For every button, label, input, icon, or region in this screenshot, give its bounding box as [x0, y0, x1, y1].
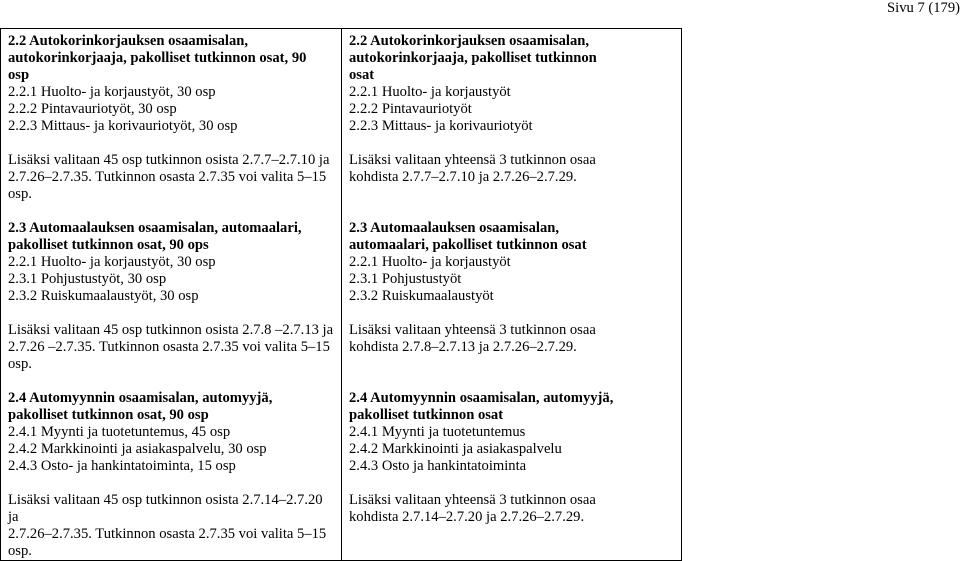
note-line: Lisäksi valitaan 45 osp tutkinnon osista 2.7.14–2.7.20 ja: [8, 492, 323, 525]
list-item: 2.2.1 Huolto- ja korjaustyöt: [349, 254, 511, 270]
left-column: [1, 29, 342, 561]
heading-line: osp: [8, 67, 30, 83]
heading-line: pakolliset tutkinnon osat: [349, 407, 504, 423]
heading-line: 2.4 Automyynnin osaamisalan, automyyjä,: [349, 390, 614, 406]
section-2-3-old: [8, 220, 334, 373]
section-2-2-old: [8, 33, 334, 203]
note-line: Lisäksi valitaan yhteensä 3 tutkinnon osaa: [349, 492, 596, 508]
section-2-2-new: [349, 33, 674, 186]
heading-line: osat: [349, 67, 375, 83]
note-line: Lisäksi valitaan yhteensä 3 tutkinnon osaa: [349, 152, 596, 168]
list-item: 2.4.3 Osto- ja hankintatoiminta, 15 osp: [8, 458, 236, 474]
page-number: Sivu 7 (179): [887, 0, 960, 16]
list-item: 2.4.2 Markkinointi ja asiakaspalvelu, 30 osp: [8, 441, 267, 457]
section-heading: [8, 390, 334, 424]
heading-line: 2.4 Automyynnin osaamisalan, automyyjä,: [8, 390, 273, 406]
note-line: 2.7.26 –2.7.35. Tutkinnon osasta 2.7.35 voi valita 5–15: [8, 339, 330, 355]
heading-line: pakolliset tutkinnon osat, 90 osp: [8, 407, 209, 423]
list-item: 2.4.2 Markkinointi ja asiakaspalvelu: [349, 441, 562, 457]
section-heading: [8, 220, 334, 254]
list-item: 2.2.2 Pintavauriotyöt: [349, 101, 472, 117]
note-line: osp.: [8, 543, 32, 559]
list-item: 2.2.3 Mittaus- ja korivauriotyöt: [349, 118, 533, 134]
note-line: 2.7.26–2.7.35. Tutkinnon osasta 2.7.35 voi valita 5–15: [8, 526, 327, 542]
heading-line: pakolliset tutkinnon osat, 90 ops: [8, 237, 209, 253]
list-item: 2.2.3 Mittaus- ja korivauriotyöt, 30 osp: [8, 118, 238, 134]
section-heading: [349, 220, 674, 254]
list-item: 2.2.1 Huolto- ja korjaustyöt: [349, 84, 511, 100]
note-line: osp.: [8, 356, 32, 372]
section-heading: [349, 33, 674, 84]
list-item: 2.4.1 Myynti ja tuotetuntemus, 45 osp: [8, 424, 231, 440]
section-2-3-new: [349, 220, 674, 356]
heading-line: autokorinkorjaaja, pakolliset tutkinnon: [349, 50, 597, 66]
comparison-table: [0, 28, 682, 561]
section-heading: [8, 33, 334, 84]
heading-line: 2.3 Automaalauksen osaamisalan,: [349, 220, 560, 236]
note-line: Lisäksi valitaan 45 osp tutkinnon osista 2.7.8 –2.7.13 ja: [8, 322, 334, 338]
note-line: Lisäksi valitaan 45 osp tutkinnon osista 2.7.7–2.7.10 ja: [8, 152, 330, 168]
note-line: osp.: [8, 186, 32, 202]
note-line: Lisäksi valitaan yhteensä 3 tutkinnon osaa: [349, 322, 596, 338]
table-row: [1, 29, 682, 561]
note-line: kohdista 2.7.7–2.7.10 ja 2.7.26–2.7.29.: [349, 169, 577, 185]
list-item: 2.3.2 Ruiskumaalaustyöt: [349, 288, 494, 304]
heading-line: 2.3 Automaalauksen osaamisalan, automaalari,: [8, 220, 302, 236]
heading-line: automaalari, pakolliset tutkinnon osat: [349, 237, 587, 253]
list-item: 2.2.1 Huolto- ja korjaustyöt, 30 osp: [8, 84, 216, 100]
heading-line: autokorinkorjaaja, pakolliset tutkinnon osat, 90: [8, 50, 307, 66]
note-line: 2.7.26–2.7.35. Tutkinnon osasta 2.7.35 voi valita 5–15: [8, 169, 327, 185]
list-item: 2.4.1 Myynti ja tuotetuntemus: [349, 424, 526, 440]
section-heading: [349, 390, 674, 424]
list-item: 2.3.1 Pohjustustyöt, 30 osp: [8, 271, 167, 287]
section-2-4-old: [8, 390, 334, 560]
heading-line: 2.2 Autokorinkorjauksen osaamisalan,: [349, 33, 590, 49]
list-item: 2.4.3 Osto ja hankintatoiminta: [349, 458, 527, 474]
list-item: 2.3.2 Ruiskumaalaustyöt, 30 osp: [8, 288, 199, 304]
note-line: kohdista 2.7.8–2.7.13 ja 2.7.26–2.7.29.: [349, 339, 577, 355]
heading-line: 2.2 Autokorinkorjauksen osaamisalan,: [8, 33, 249, 49]
right-column: [342, 29, 682, 561]
list-item: 2.2.1 Huolto- ja korjaustyöt, 30 osp: [8, 254, 216, 270]
note-line: kohdista 2.7.14–2.7.20 ja 2.7.26–2.7.29.: [349, 509, 585, 525]
list-item: 2.2.2 Pintavauriotyöt, 30 osp: [8, 101, 177, 117]
section-2-4-new: [349, 390, 674, 526]
list-item: 2.3.1 Pohjustustyöt: [349, 271, 462, 287]
